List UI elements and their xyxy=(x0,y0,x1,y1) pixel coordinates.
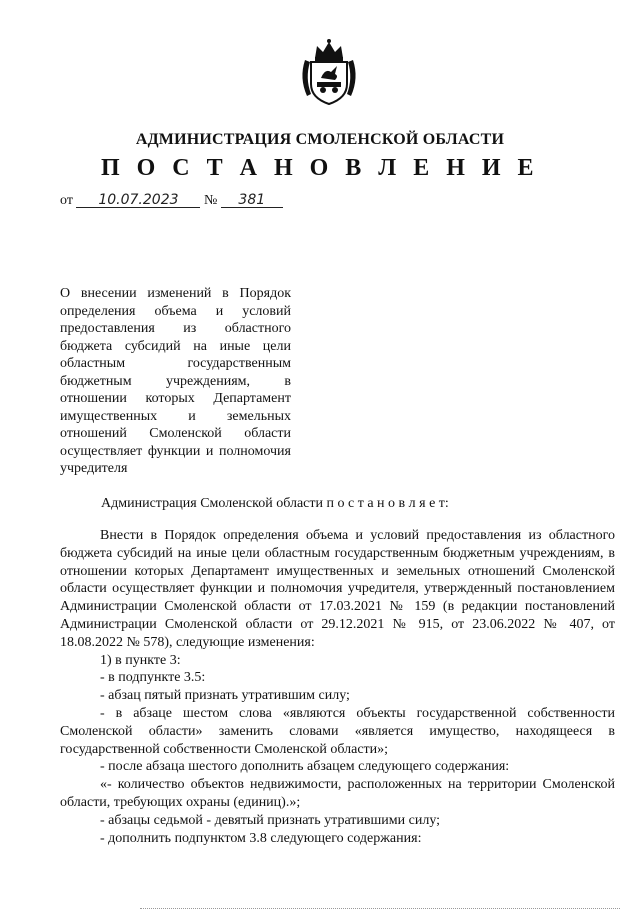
body-intro-paragraph: Внести в Порядок определения объема и условий предоставления из областного бюджета субсидий на иные цели областным государственным бюджетным учреждениям, в отношении которых Департамент имущественных и земельных отношений Смоленской области осуществляет функции и полномочия учредителя, утвержденный постановлением Администрации Смоленской области от 17.03.2021 № 159 (в редакции постановлений Администрации Смоленской области от 29.12.2021 № 915, от 23.06.2022 № 407, от 18.08.2022 № 578), следующие изменения: xyxy=(60,528,615,650)
decree-subject: О внесении изменений в Порядок определения объема и условий предоставления из областного бюджета субсидий на иные цели областным государственным бюджетным учреждениям, в отношении которых Департамент имущественных и земельных отношений Смоленской области осуществляет функции и полномочия учредителя xyxy=(60,286,291,476)
body-item: - после абзаца шестого дополнить абзацем следующего содержания: xyxy=(100,759,510,775)
scan-edge-divider xyxy=(140,908,620,912)
decree-number: 381 xyxy=(221,193,283,208)
body-item: - абзацы седьмой - девятый признать утратившими силу; xyxy=(100,812,441,828)
body-item: 1) в пункте 3: xyxy=(100,652,181,668)
preamble-text: Администрация Смоленской области п о с т а н о в л я е т: xyxy=(101,496,449,511)
body-item: - дополнить подпунктом 3.8 следующего содержания: xyxy=(100,830,422,846)
date-label: от xyxy=(60,193,73,208)
decree-date: 10.07.2023 xyxy=(76,193,200,208)
body-item: - в абзаце шестом слова «являются объекты государственной собственности Смоленской области» заменить словами «является имущество, находящееся в государственной собственности Смоленской области»; xyxy=(60,705,615,757)
body-item: «- количество объектов недвижимости, расположенных на территории Смоленской области, требующих охраны (единиц).»; xyxy=(60,777,615,810)
number-label: № xyxy=(203,193,218,208)
body-item: - абзац пятый признать утратившим силу; xyxy=(100,688,350,704)
document-type-title: П О С Т А Н О В Л Е Н И Е xyxy=(100,155,540,181)
decree-number-line xyxy=(60,193,283,209)
body-item: - в подпункте 3.5: xyxy=(100,670,206,686)
organization-title: АДМИНИСТРАЦИЯ СМОЛЕНСКОЙ ОБЛАСТИ xyxy=(135,131,505,148)
coat-of-arms-icon xyxy=(297,38,361,106)
decree-body xyxy=(60,527,615,847)
